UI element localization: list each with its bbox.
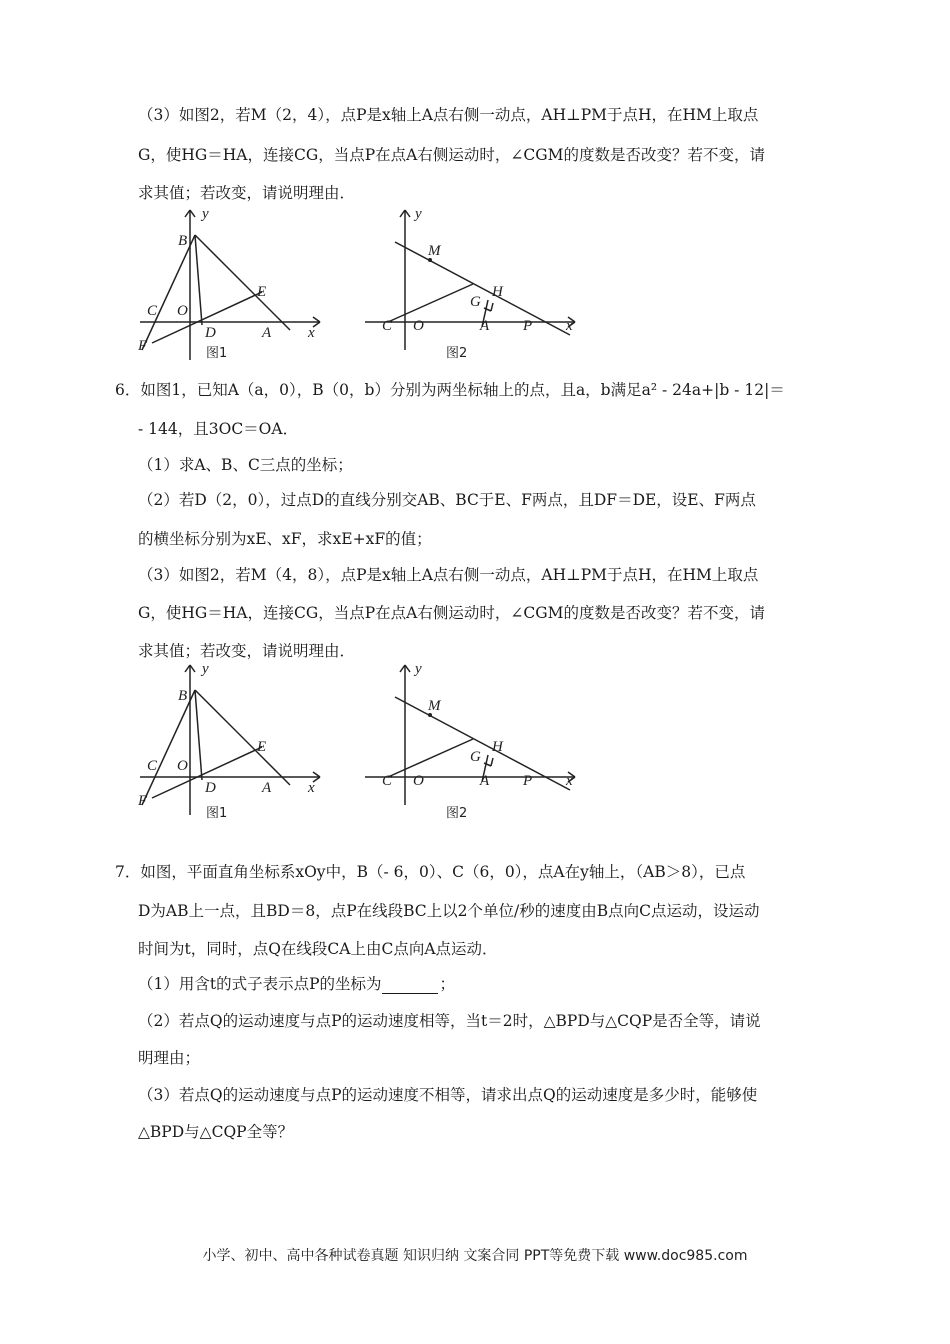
q7-p1-end: ； xyxy=(439,975,456,993)
fig1-label-d: D xyxy=(205,325,216,341)
fig2b-label-c: C xyxy=(382,773,393,789)
q7-line2: D为AB上一点，且BD＝8，点P在线段BC上以2个单位/秒的速度由B点向C点运动，设运动 xyxy=(138,902,760,920)
figure-1-top xyxy=(130,200,330,365)
fig1-label-e: E xyxy=(257,284,267,300)
page-footer: 小学、初中、高中各种试卷真题 知识归纳 文案合同 PPT等免费下载 www.doc985.com xyxy=(202,1248,748,1264)
fig1b-label-f: F xyxy=(138,793,148,809)
fig1b-label-d: D xyxy=(205,780,216,796)
fig1b-label-o: O xyxy=(177,758,188,774)
q7-p2-line1: （2）若点Q的运动速度与点P的运动速度相等，当t＝2时，△BPD与△CQP是否全等，请说 xyxy=(138,1012,761,1030)
fig1-label-x: x xyxy=(308,325,315,341)
fig2b-label-h: H xyxy=(492,739,503,755)
fig2-label-x: x xyxy=(566,318,573,334)
fig1b-label-y: y xyxy=(202,661,209,677)
fig2b-label-y: y xyxy=(415,661,422,677)
fig1-label-y: y xyxy=(202,206,209,222)
fig2b-label-o: O xyxy=(413,773,424,789)
q7-p3-line1: （3）若点Q的运动速度与点P的运动速度不相等，请求出点Q的运动速度是多少时，能够使 xyxy=(138,1086,758,1104)
fig2-label-m: M xyxy=(428,243,441,259)
q6-p2-line2: 的横坐标分别为xE、xF，求xE+xF的值； xyxy=(138,530,432,548)
q7-p1-text: （1）用含t的式子表示点P的坐标为 xyxy=(138,975,382,993)
fig2b-label-g: G xyxy=(470,749,481,765)
fig2b-label-a: A xyxy=(480,773,490,789)
fig1-label-f: F xyxy=(138,338,148,354)
q5-p3-line2: G，使HG＝HA，连接CG，当点P在点A右侧运动时，∠CGM的度数是否改变？若不变，请 xyxy=(138,146,765,164)
fig2-label-y: y xyxy=(415,206,422,222)
figure-2-bottom xyxy=(360,655,590,825)
q7-p3-line2: △BPD与△CQP全等？ xyxy=(138,1123,294,1141)
answer-blank[interactable] xyxy=(382,979,438,994)
fig1b-label-x: x xyxy=(308,780,315,796)
q6-line2: - 144，且3OC＝OA． xyxy=(138,420,299,438)
fig2-caption: 图2 xyxy=(446,346,468,361)
q6-p2-line1: （2）若D（2，0），过点D的直线分别交AB、BC于E、F两点，且DF＝DE，设E、F两点 xyxy=(138,491,756,509)
fig1b-label-b: B xyxy=(178,688,188,704)
q7-line1: 7．如图，平面直角坐标系xOy中，B（- 6，0）、C（6，0），点A在y轴上，（AB＞8），已点 xyxy=(115,863,746,881)
fig1b-label-e: E xyxy=(257,739,267,755)
q5-p3-line1: （3）如图2，若M（2，4），点P是x轴上A点右侧一动点，AH⊥PM于点H，在HM上取点 xyxy=(138,106,759,124)
fig2b-caption: 图2 xyxy=(446,806,468,821)
fig2b-label-x: x xyxy=(566,773,573,789)
figure-2-top xyxy=(360,200,590,365)
fig2-label-p: P xyxy=(523,318,533,334)
fig2-label-a: A xyxy=(480,318,490,334)
fig1b-label-c: C xyxy=(147,758,158,774)
q6-line1: 6．如图1，已知A（a，0），B（0，b）分别为两坐标轴上的点，且a，b满足a² - 24a+|b - 12|＝ xyxy=(115,381,785,399)
fig1-label-b: B xyxy=(178,233,188,249)
fig2-label-o: O xyxy=(413,318,424,334)
q5-p3-line3: 求其值；若改变，请说明理由． xyxy=(138,184,356,202)
q6-p3-line1: （3）如图2，若M（4，8），点P是x轴上A点右侧一动点，AH⊥PM于点H，在HM上取点 xyxy=(138,566,759,584)
fig1b-label-a: A xyxy=(262,780,272,796)
q6-p1: （1）求A、B、C三点的坐标； xyxy=(138,456,353,474)
q7-p2-line2: 明理由； xyxy=(138,1049,201,1067)
fig1-label-a: A xyxy=(262,325,272,341)
fig1b-caption: 图1 xyxy=(206,806,228,821)
fig1-caption: 图1 xyxy=(206,346,228,361)
fig2-label-g: G xyxy=(470,294,481,310)
q7-p1 xyxy=(0,972,950,994)
figure-1-bottom xyxy=(130,655,330,825)
q6-p3-line2: G，使HG＝HA，连接CG，当点P在点A右侧运动时，∠CGM的度数是否改变？若不变，请 xyxy=(138,604,765,622)
fig2-label-c: C xyxy=(382,318,393,334)
fig2-label-h: H xyxy=(492,284,503,300)
fig1-label-c: C xyxy=(147,303,158,319)
q6-p3-line3: 求其值；若改变，请说明理由． xyxy=(138,642,356,660)
fig2b-label-p: P xyxy=(523,773,533,789)
q7-line3: 时间为t，同时，点Q在线段CA上由C点向A点运动． xyxy=(138,940,498,958)
fig2b-label-m: M xyxy=(428,698,441,714)
fig1-label-o: O xyxy=(177,303,188,319)
